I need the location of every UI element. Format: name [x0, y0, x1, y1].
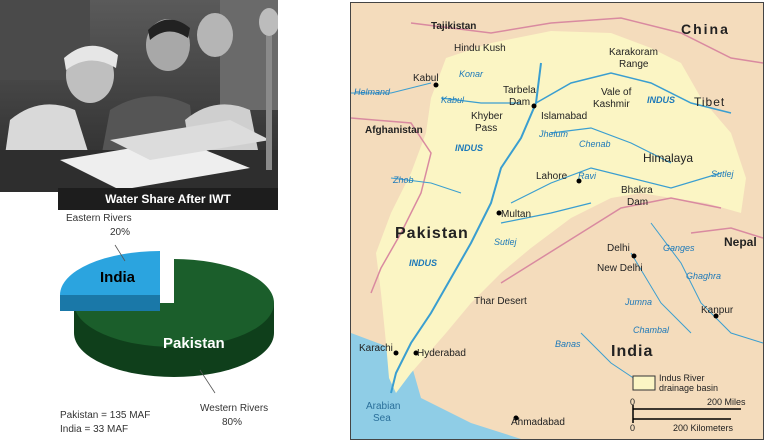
label-bhakra-dam: Dam — [627, 197, 649, 208]
river-kabul: Kabul — [441, 95, 465, 105]
note-pakistan: Pakistan = 135 MAF — [60, 410, 151, 421]
river-sutlej-1: Sutlej — [711, 169, 734, 179]
river-ganges: Ganges — [663, 243, 695, 253]
label-karakoram: Karakoram — [609, 47, 658, 58]
label-tarbela: Tarbela — [503, 85, 536, 96]
label-pass: Pass — [475, 123, 498, 134]
river-ravi: Ravi — [578, 171, 597, 181]
note-india: India = 33 MAF — [60, 424, 129, 435]
scale-zero-miles: 0 — [630, 397, 636, 407]
river-chambal: Chambal — [633, 325, 670, 335]
indus-basin-map — [350, 2, 764, 440]
river-jhelum: Jhelum — [539, 129, 569, 139]
label-afghanistan: Afghanistan — [365, 125, 423, 136]
river-konar: Konar — [459, 69, 484, 79]
river-zhob: Zhob — [393, 175, 414, 185]
river-indus-2: INDUS — [455, 143, 484, 153]
label-dam: Dam — [509, 97, 531, 108]
river-indus-3: INDUS — [409, 258, 438, 268]
pie-slice-india-side — [60, 295, 160, 311]
label-lahore: Lahore — [536, 171, 568, 182]
historical-photo — [0, 0, 278, 192]
label-ahmadabad: Ahmadabad — [511, 417, 565, 428]
photo-caption: Water Share After IWT — [58, 188, 278, 210]
eastern-label: Eastern Rivers — [66, 213, 132, 224]
label-nepal: Nepal — [724, 235, 757, 249]
label-china: China — [681, 21, 730, 37]
river-ghaghra: Ghaghra — [686, 271, 722, 281]
label-tajikistan: Tajikistan — [431, 21, 477, 32]
river-helmand: Helmand — [354, 87, 391, 97]
label-khyber: Khyber — [471, 111, 503, 122]
label-new-delhi: New Delhi — [597, 263, 643, 274]
river-chenab: Chenab — [579, 139, 611, 149]
river-indus-1: INDUS — [647, 95, 676, 105]
pakistan-slice-label: Pakistan — [163, 335, 225, 352]
scale-miles: 200 Miles — [707, 397, 746, 407]
river-jumna: Jumna — [625, 297, 653, 307]
legend-line2: drainage basin — [659, 383, 719, 393]
label-kabul: Kabul — [413, 73, 439, 84]
water-share-pie — [40, 205, 290, 440]
label-vale: Vale of — [601, 87, 632, 98]
label-delhi: Delhi — [607, 243, 630, 254]
label-arabian: Arabian — [366, 401, 401, 412]
label-pakistan: Pakistan — [395, 225, 469, 242]
label-india: India — [611, 343, 654, 360]
label-islamabad: Islamabad — [541, 111, 588, 122]
label-multan: Multan — [501, 209, 532, 220]
label-range: Range — [619, 59, 649, 70]
scale-km: 200 Kilometers — [673, 423, 734, 433]
western-label: Western Rivers — [200, 403, 269, 414]
western-pct: 80% — [222, 417, 243, 428]
label-thar: Thar Desert — [474, 296, 527, 307]
river-banas: Banas — [555, 339, 581, 349]
photo-illustration — [0, 0, 278, 192]
label-kashmir: Kashmir — [593, 99, 630, 110]
label-tibet: Tibet — [694, 95, 726, 109]
label-bhakra: Bhakra — [621, 185, 653, 196]
label-hyderabad: Hyderabad — [417, 348, 466, 359]
label-kanpur: Kanpur — [701, 305, 734, 316]
label-karachi: Karachi — [359, 343, 393, 354]
eastern-pct: 20% — [110, 227, 131, 238]
india-slice-label: India — [100, 269, 136, 286]
label-hindu-kush: Hindu Kush — [454, 43, 506, 54]
legend-line1: Indus River — [659, 373, 705, 383]
label-sea: Sea — [373, 413, 391, 424]
scale-zero-km: 0 — [630, 423, 636, 433]
label-himalaya: Himalaya — [643, 151, 694, 165]
river-sutlej-2: Sutlej — [494, 237, 517, 247]
